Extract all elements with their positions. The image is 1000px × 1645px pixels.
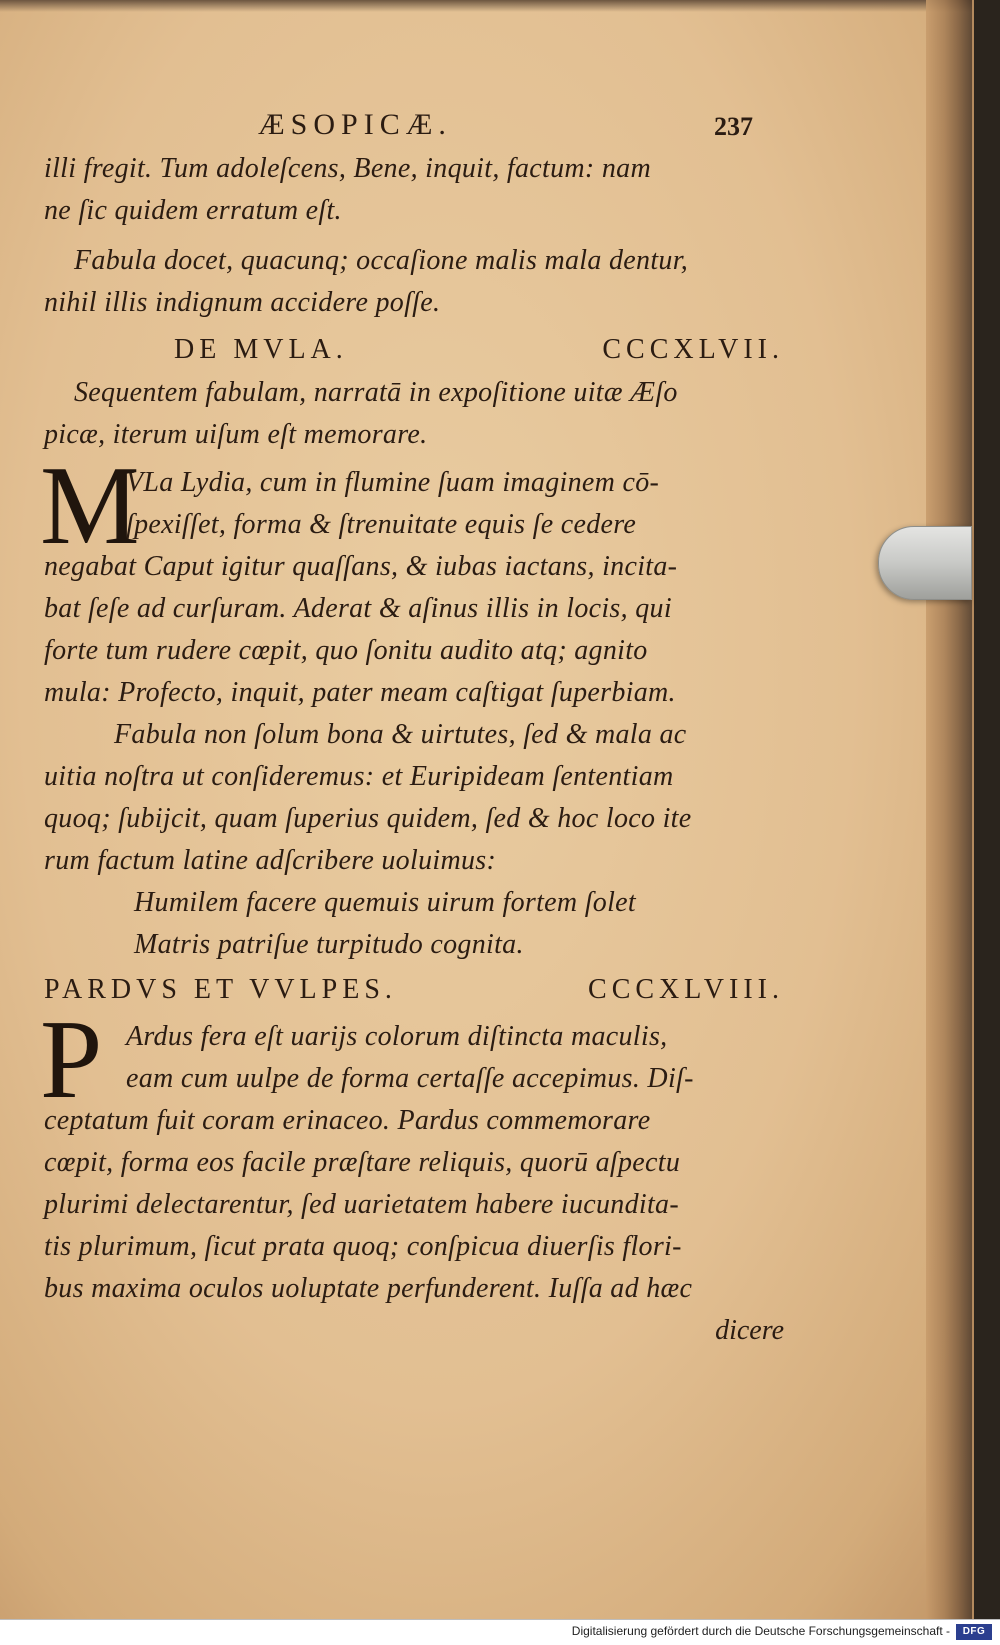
section-heading-title: PARDVS ET VVLPES. bbox=[44, 974, 397, 1005]
verse-line: Matris patriſue turpitudo cognita. bbox=[134, 929, 524, 960]
catchword: dicere bbox=[715, 1315, 784, 1346]
section-heading-de-mula bbox=[44, 328, 784, 372]
text-line: quoq; ſubijcit, quam ſuperius quidem, ſed & hoc loco ite bbox=[44, 803, 692, 834]
text-line: ſpexiſſet, forma & ſtrenuitate equis ſe cedere bbox=[126, 509, 637, 540]
text-line: Fabula non ſolum bona & uirtutes, ſed & mala ac bbox=[114, 719, 687, 750]
text-line: rum factum latine adſcribere uoluimus: bbox=[44, 845, 497, 876]
text-line: Fabula docet, quacunq; occaſione malis mala dentur, bbox=[74, 245, 689, 276]
page-top-shadow bbox=[0, 0, 972, 12]
text-line: ceptatum fuit coram erinaceo. Pardus commemorare bbox=[44, 1105, 651, 1136]
text-line: ne ſic quidem erratum eſt. bbox=[44, 195, 342, 226]
section-heading-title: DE MVLA. bbox=[174, 334, 348, 365]
text-line: Ardus fera eſt uarijs colorum diſtincta maculis, bbox=[126, 1021, 668, 1052]
section-heading-number: CCCXLVII. bbox=[602, 334, 784, 365]
text-line: cœpit, forma eos facile præſtare reliquis, quorū aſpectu bbox=[44, 1147, 681, 1178]
section-heading-pardus-et-vulpes bbox=[44, 968, 784, 1012]
text-line: tis plurimum, ſicut prata quoq; conſpicua diuerſis flori- bbox=[44, 1231, 682, 1262]
section-heading-number: CCCXLVIII. bbox=[588, 974, 784, 1005]
page-text bbox=[40, 148, 784, 1352]
page-clip bbox=[878, 526, 972, 600]
text-line: bat ſeſe ad curſuram. Aderat & aſinus illis in locis, qui bbox=[44, 593, 672, 624]
digitization-footer bbox=[0, 1619, 1000, 1645]
text-line: forte tum rudere cœpit, quo ſonitu audito atq; agnito bbox=[44, 635, 648, 666]
text-line: VLa Lydia, cum in flumine ſuam imaginem cō- bbox=[126, 467, 660, 498]
running-head bbox=[0, 108, 800, 148]
footer-credit-text: Digitalisierung gefördert durch die Deutsche Forschungsgemeinschaft - bbox=[571, 1624, 950, 1638]
verse-line: Humilem facere quemuis uirum fortem ſolet bbox=[134, 887, 636, 918]
drop-cap-initial: P bbox=[40, 998, 103, 1122]
running-head-title: ÆSOPICÆ. bbox=[258, 108, 452, 141]
drop-cap-initial: M bbox=[40, 444, 140, 568]
dfg-logo-icon: DFG bbox=[956, 1624, 992, 1640]
text-line: illi fregit. Tum adoleſcens, Bene, inquit, factum: nam bbox=[44, 153, 651, 184]
text-line: picæ, iterum uiſum eſt memorare. bbox=[44, 419, 428, 450]
page-number: 237 bbox=[714, 112, 753, 141]
text-line: Sequentem fabulam, narratā in expoſitione uitæ Æſo bbox=[74, 377, 678, 408]
text-line: nihil illis indignum accidere poſſe. bbox=[44, 287, 441, 318]
text-line: mula: Profecto, inquit, pater meam caſtigat ſuperbiam. bbox=[44, 677, 676, 708]
text-line: bus maxima oculos uoluptate perfunderent. Iuſſa ad hæc bbox=[44, 1273, 693, 1304]
fable-pardus bbox=[40, 998, 784, 1310]
text-line: eam cum uulpe de forma certaſſe accepimus. Diſ- bbox=[126, 1063, 694, 1094]
text-line: negabat Caput igitur quaſſans, & iubas iactans, incita- bbox=[44, 551, 678, 582]
text-line: plurimi delectarentur, ſed uarietatem habere iucundita- bbox=[44, 1189, 679, 1220]
page-fore-edge bbox=[926, 0, 972, 1620]
text-line: uitia noſtra ut conſideremus: et Euripideam ſententiam bbox=[44, 761, 674, 792]
fable-mula bbox=[40, 444, 784, 966]
